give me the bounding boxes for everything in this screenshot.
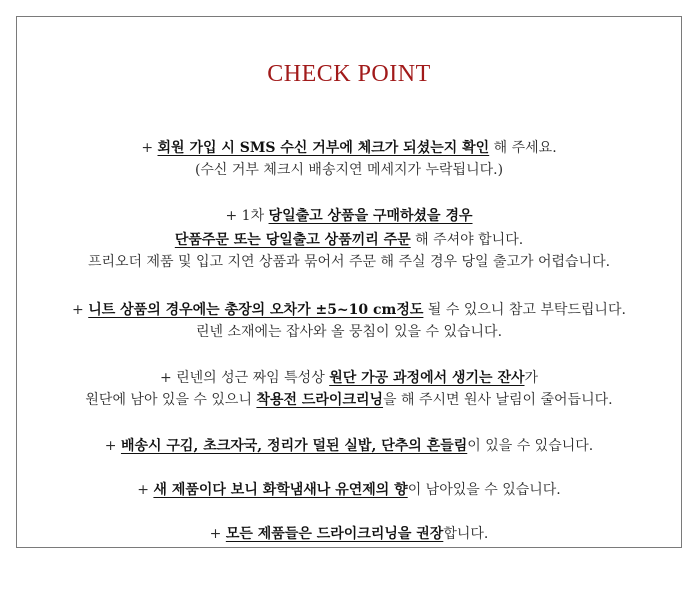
line-text: + <box>141 140 158 156</box>
emphasis-text: 착용전 드라이크리닝 <box>256 392 384 408</box>
emphasis-text: 배송시 구김, 초크자국, 정리가 덜된 실밥, 단추의 흔들림 <box>120 438 468 454</box>
point-2-line-2 <box>17 231 681 249</box>
point-6-line-1 <box>17 481 681 499</box>
line-text: 이 있을 수 있습니다. <box>467 438 594 454</box>
line-text: + <box>72 302 89 318</box>
point-2-line-1 <box>17 207 681 225</box>
emphasis-text: 단품주문 또는 당일출고 상품끼리 주문 <box>174 232 411 248</box>
emphasis-text: 당일출고 상품을 구매하셨을 경우 <box>268 208 473 224</box>
check-point-title: CHECK POINT <box>267 61 431 87</box>
line-text: + 린넨의 성근 짜임 특성상 <box>159 370 330 386</box>
point-3-line-1 <box>17 301 681 319</box>
line-text: 될 수 있으니 참고 부탁드립니다. <box>423 302 626 318</box>
line-text: + 1차 <box>225 208 269 224</box>
point-3-line-2 <box>17 323 681 341</box>
line-text: + <box>104 438 121 454</box>
emphasis-text: 모든 제품들은 드라이크리닝을 권장 <box>225 526 444 542</box>
line-text: + <box>209 526 226 542</box>
point-5-line-1 <box>17 437 681 455</box>
point-4-line-2 <box>17 391 681 409</box>
line-text: 프리오더 제품 및 입고 지연 상품과 묶어서 주문 해 주실 경우 당일 출고가 어렵습니다. <box>87 254 611 270</box>
line-text: 원단에 남아 있을 수 있으니 <box>85 392 257 408</box>
point-1-line-1 <box>17 139 681 157</box>
point-4-line-1 <box>17 369 681 387</box>
line-text: 가 <box>524 370 539 386</box>
line-text: 합니다. <box>443 526 489 542</box>
line-text: 을 해 주시면 원사 날림이 줄어듭니다. <box>383 392 613 408</box>
point-7-line-1 <box>17 525 681 543</box>
check-point-box <box>16 16 682 548</box>
line-text: + <box>137 482 154 498</box>
point-1-line-2 <box>17 161 681 179</box>
line-text: 해 주세요. <box>489 140 557 156</box>
emphasis-text: 원단 가공 과정에서 생기는 잔사 <box>329 370 525 386</box>
point-2-line-3 <box>17 253 681 271</box>
emphasis-text: 새 제품이다 보니 화학냄새나 유연제의 향 <box>153 482 408 498</box>
line-text: 이 남아있을 수 있습니다. <box>407 482 561 498</box>
line-text: 해 주셔야 합니다. <box>410 232 524 248</box>
line-text: 린넨 소재에는 잡사와 올 뭉침이 있을 수 있습니다. <box>195 324 503 340</box>
emphasis-text: 회원 가입 시 SMS 수신 거부에 체크가 되셨는지 확인 <box>157 140 490 156</box>
line-text: (수신 거부 체크시 배송지연 메세지가 누락됩니다.) <box>194 162 504 178</box>
emphasis-text: 니트 상품의 경우에는 총장의 오차가 ±5~10 cm정도 <box>88 302 424 318</box>
